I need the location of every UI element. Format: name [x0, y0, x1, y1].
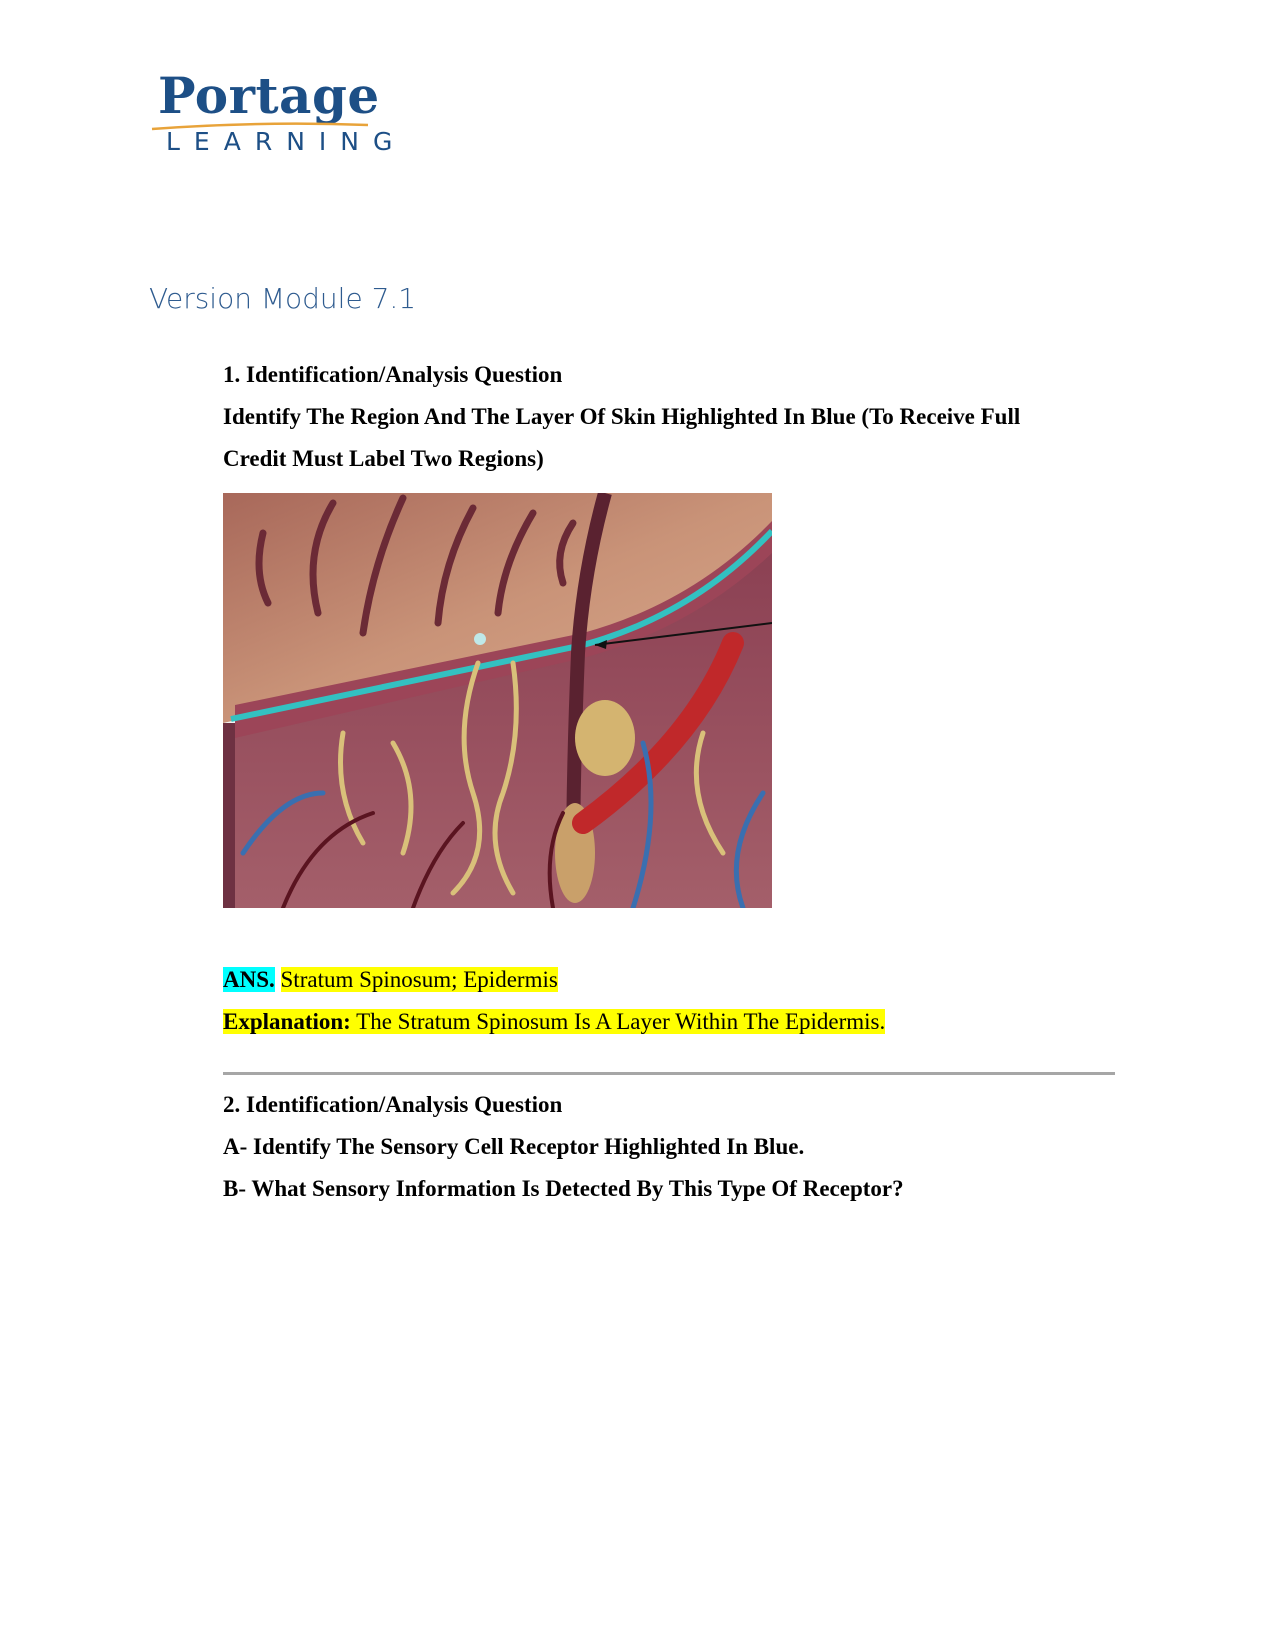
question-2-heading: 2. Identification/Analysis Question	[223, 1092, 563, 1117]
page-title: Version Module 7.1	[149, 282, 417, 315]
question-1-prompt-line2: Credit Must Label Two Regions)	[223, 446, 544, 471]
question-2-part-b: B- What Sensory Information Is Detected By This Type Of Receptor?	[223, 1176, 904, 1201]
section-divider	[223, 1072, 1115, 1075]
explanation-line	[223, 1008, 885, 1036]
question-2-part-a: A- Identify The Sensory Cell Receptor Highlighted In Blue.	[223, 1134, 805, 1159]
skin-cross-section-figure	[223, 493, 772, 908]
logo-subtitle: LEARNING	[166, 127, 407, 156]
explanation-label: Explanation:	[223, 1009, 351, 1034]
question-1-prompt-line1: Identify The Region And The Layer Of Skin Highlighted In Blue (To Receive Full	[223, 404, 1021, 429]
explanation-body: The Stratum Spinosum Is A Layer Within The Epidermis.	[356, 1009, 886, 1034]
explanation-text	[351, 1009, 885, 1034]
answer-label: ANS.	[223, 967, 275, 992]
skin-cross-section-illustration-icon	[223, 493, 772, 908]
answer-line	[223, 966, 558, 994]
portage-learning-logo	[150, 66, 407, 156]
question-1-heading: 1. Identification/Analysis Question	[223, 362, 563, 387]
answer-text: Stratum Spinosum; Epidermis	[280, 967, 558, 992]
logo-wordmark: Portage	[158, 66, 380, 125]
